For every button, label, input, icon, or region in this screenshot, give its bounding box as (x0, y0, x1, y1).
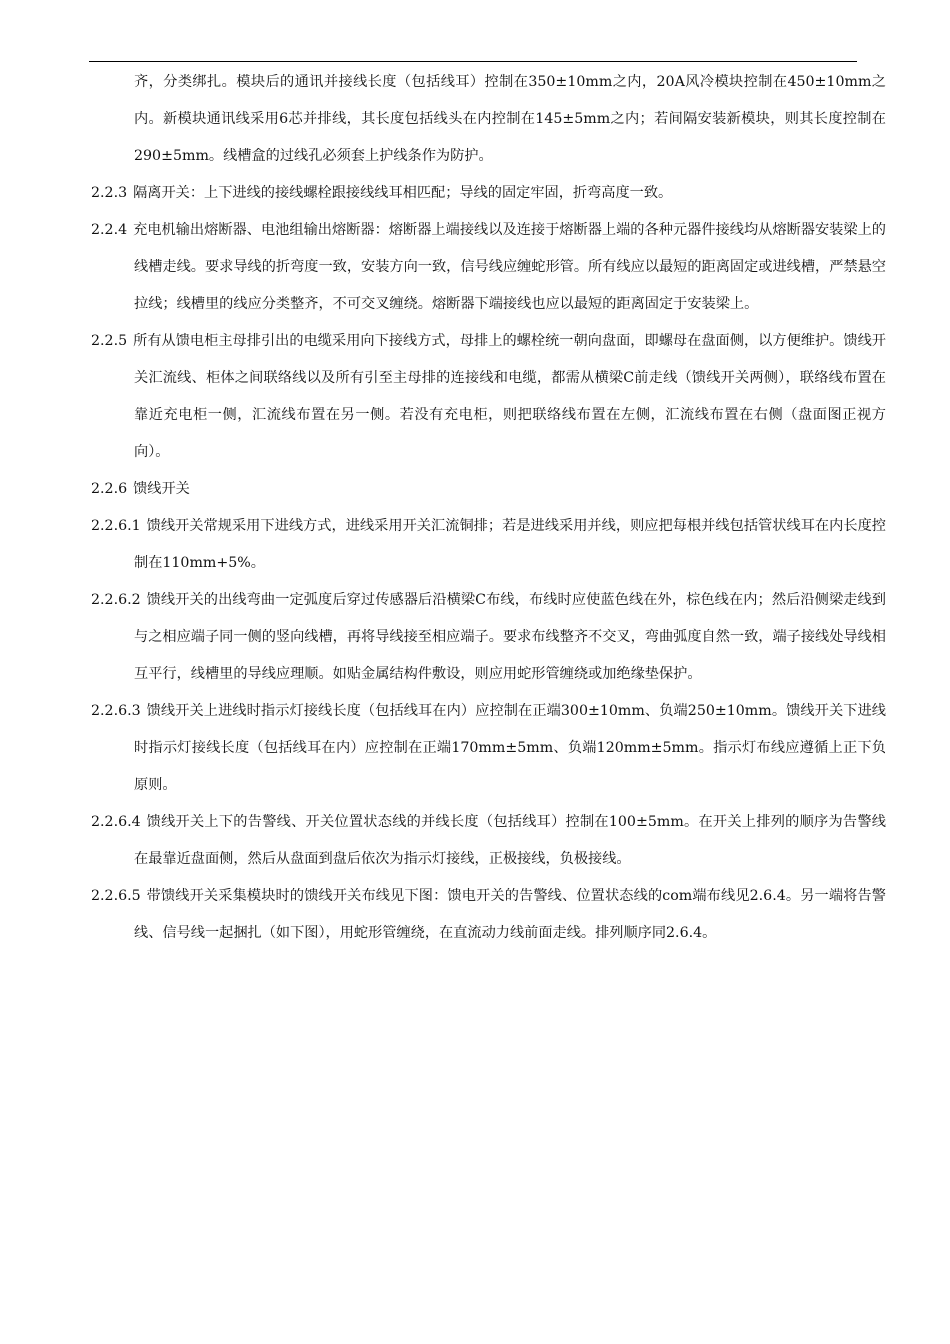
paragraph-text: 馈线开关上进线时指示灯接线长度（包括线耳在内）应控制在正端300±10mm、负端250±10mm。馈线开关下进线时指示灯接线长度（包括线耳在内）应控制在正端170mm±5mm、负端120mm±5mm。指示灯布线应遵循上正下负原则。 (134, 703, 886, 793)
paragraph-text: 馈线开关常规采用下进线方式，进线采用开关汇流铜排；若是进线采用并线，则应把每根并线包括管状线耳在内长度控制在110mm+5%。 (134, 518, 886, 571)
section-number: 2.2.6.2 (91, 592, 141, 608)
section-number: 2.2.4 (91, 222, 128, 238)
paragraph-text: 齐，分类绑扎。模块后的通讯并接线长度（包括线耳）控制在350±10mm之内，20A风冷模块控制在450±10mm之内。新模块通讯线采用6芯并排线，其长度包括线头在内控制在145±5mm之内；若间隔安装新模块，则其长度控制在290±5mm。线槽盒的过线孔必须套上护线条作为防护。 (134, 74, 886, 164)
section-2-2-6-5 (91, 878, 886, 952)
paragraph-text: 馈线开关的出线弯曲一定弧度后穿过传感器后沿横梁C布线，布线时应使蓝色线在外，棕色线在内；然后沿侧梁走线到与之相应端子同一侧的竖向线槽，再将导线接至相应端子。要求布线整齐不交叉，弯曲弧度自然一致，端子接线处导线相互平行，线槽里的导线应理顺。如贴金属结构件敷设，则应用蛇形管缠绕或加绝缘垫保护。 (134, 592, 886, 682)
section-number: 2.2.6 (91, 481, 128, 497)
section-2-2-6-3 (91, 693, 886, 804)
section-2-2-6-1 (91, 508, 886, 582)
header-rule (89, 61, 857, 62)
section-2-2-6-2 (91, 582, 886, 693)
paragraph-text: 隔离开关：上下进线的接线螺栓跟接线线耳相匹配；导线的固定牢固，折弯高度一致。 (133, 185, 673, 201)
section-number: 2.2.6.1 (91, 518, 141, 534)
document-body (91, 64, 886, 952)
section-2-2-3 (91, 175, 886, 212)
paragraph-text: 带馈线开关采集模块时的馈线开关布线见下图：馈电开关的告警线、位置状态线的com端布线见2.6.4。另一端将告警线、信号线一起捆扎（如下图），用蛇形管缠绕，在直流动力线前面走线。排列顺序同2.6.4。 (134, 888, 886, 941)
section-2-2-4 (91, 212, 886, 323)
paragraph-text: 馈线开关上下的告警线、开关位置状态线的并线长度（包括线耳）控制在100±5mm。在开关上排列的顺序为告警线在最靠近盘面侧，然后从盘面到盘后依次为指示灯接线，正极接线，负极接线。 (134, 814, 886, 867)
section-number: 2.2.6.5 (91, 888, 141, 904)
section-number: 2.2.6.4 (91, 814, 141, 830)
paragraph-text: 馈线开关 (133, 481, 190, 497)
section-2-2-5 (91, 323, 886, 471)
section-2-2-6 (91, 471, 886, 508)
section-number: 2.2.3 (91, 185, 128, 201)
paragraph-text: 所有从馈电柜主母排引出的电缆采用向下接线方式，母排上的螺栓统一朝向盘面，即螺母在盘面侧，以方便维护。馈线开关汇流线、柜体之间联络线以及所有引至主母排的连接线和电缆，都需从横梁C前走线（馈线开关两侧），联络线布置在靠近充电柜一侧，汇流线布置在另一侧。若没有充电柜，则把联络线布置在左侧，汇流线布置在右侧（盘面图正视方向）。 (133, 333, 886, 460)
section-number: 2.2.6.3 (91, 703, 141, 719)
paragraph-text: 充电机输出熔断器、电池组输出熔断器：熔断器上端接线以及连接于熔断器上端的各种元器件接线均从熔断器安装梁上的线槽走线。要求导线的折弯度一致，安装方向一致，信号线应缠蛇形管。所有线应以最短的距离固定或进线槽，严禁悬空拉线；线槽里的线应分类整齐，不可交叉缠绕。熔断器下端接线也应以最短的距离固定于安装梁上。 (133, 222, 886, 312)
section-number: 2.2.5 (91, 333, 128, 349)
section-2-2-6-4 (91, 804, 886, 878)
paragraph-continuation (91, 64, 886, 175)
